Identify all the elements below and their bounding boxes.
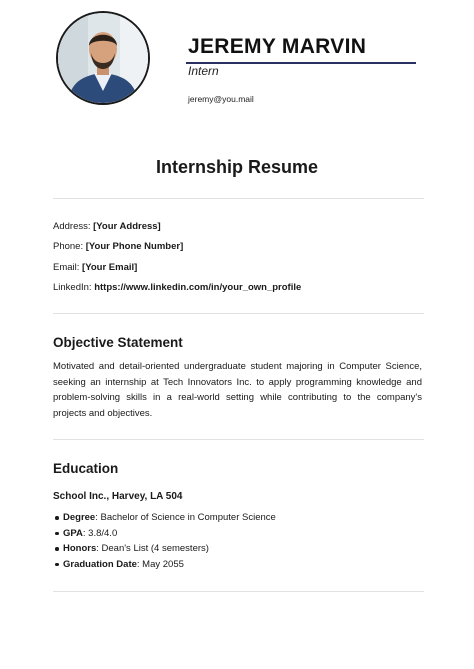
- divider: [53, 313, 424, 314]
- contact-address: [53, 221, 161, 232]
- candidate-name: JEREMY MARVIN: [188, 35, 367, 58]
- item-label: Degree: [63, 512, 96, 523]
- header-email: jeremy@you.mail: [188, 94, 254, 104]
- name-underline-divider: [186, 62, 416, 64]
- contact-phone-value: [Your Phone Number]: [85, 241, 184, 252]
- contact-email: [53, 262, 137, 273]
- objective-text: Motivated and detail-oriented undergraduate student majoring in Computer Science, seeking an internship at Tech Innovators Inc. to apply programming knowledge and problem-solving skills in a real-world setting while contributing to the company's projects and objectives.: [53, 361, 422, 419]
- list-item: [63, 510, 276, 526]
- item-value: : Dean's List (4 semesters): [96, 543, 209, 555]
- divider: [53, 198, 424, 199]
- item-value: : May 2055: [136, 558, 184, 570]
- contact-address-label: Address:: [53, 221, 91, 232]
- profile-photo: [56, 11, 150, 105]
- item-label: Honors: [63, 543, 97, 555]
- person-portrait-icon: [58, 13, 148, 103]
- item-value: : 3.8/4.0: [82, 527, 118, 539]
- list-item: [63, 526, 276, 542]
- education-list: [53, 510, 276, 572]
- school-name: School Inc., Harvey, LA 504: [53, 491, 183, 502]
- item-label: GPA: [63, 527, 83, 539]
- item-label: Graduation Date: [63, 558, 137, 570]
- contact-phone-label: Phone:: [53, 241, 84, 252]
- contact-email-label: Email:: [53, 262, 80, 273]
- contact-phone: [53, 241, 183, 252]
- candidate-role: Intern: [188, 64, 219, 78]
- contact-linkedin-link[interactable]: https://www.linkedin.com/in/your_own_profile: [94, 282, 302, 293]
- objective-heading: Objective Statement: [53, 335, 183, 350]
- contact-linkedin: [53, 282, 301, 293]
- divider: [53, 591, 424, 592]
- divider: [53, 439, 424, 440]
- contact-address-value: [Your Address]: [93, 221, 161, 232]
- contact-email-value: [Your Email]: [82, 262, 138, 273]
- list-item: [63, 541, 276, 557]
- contact-linkedin-label: LinkedIn:: [53, 282, 92, 293]
- list-item: [63, 557, 276, 573]
- document-title: Internship Resume: [155, 157, 319, 177]
- item-value: : Bachelor of Science in Computer Science: [95, 512, 276, 523]
- education-heading: Education: [53, 461, 119, 476]
